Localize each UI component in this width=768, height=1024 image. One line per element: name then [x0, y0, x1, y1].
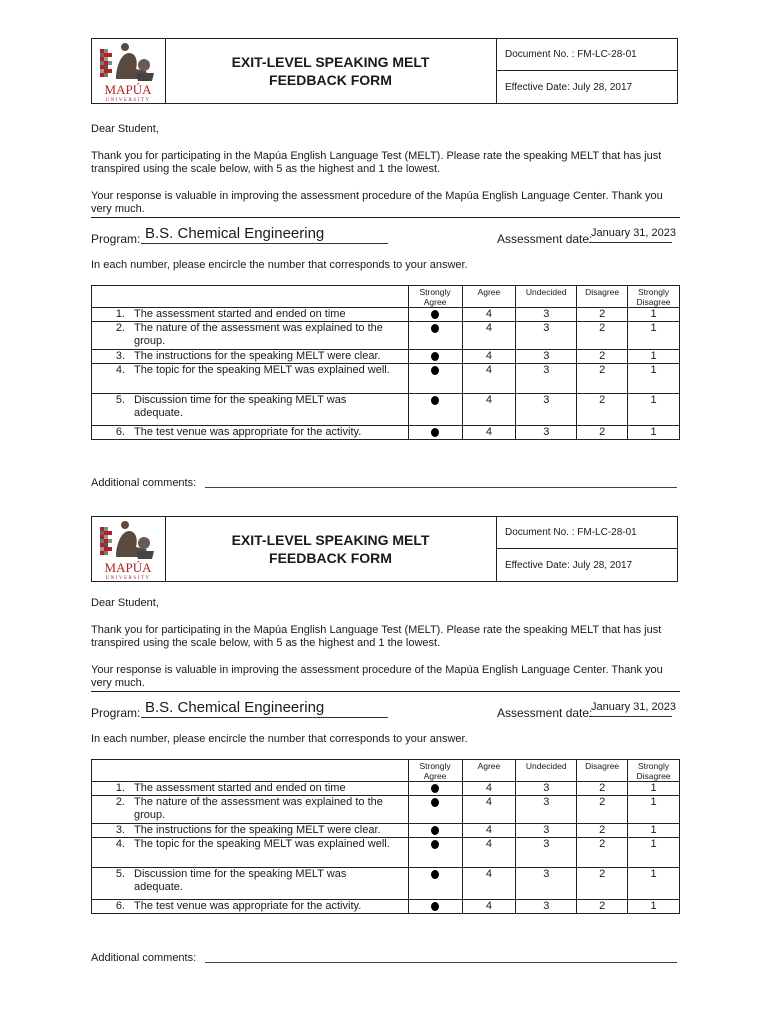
rating-2[interactable]: 2	[577, 782, 628, 796]
rating-1[interactable]: 1	[628, 838, 680, 868]
table-row	[92, 782, 680, 796]
table-row	[92, 322, 680, 350]
rating-5-selected[interactable]	[408, 322, 462, 350]
rating-table	[91, 759, 680, 914]
rating-1[interactable]: 1	[628, 824, 680, 838]
rating-1[interactable]: 1	[628, 394, 680, 426]
selected-mark-icon	[431, 826, 439, 835]
rating-4[interactable]: 4	[462, 824, 516, 838]
rating-1[interactable]: 1	[628, 796, 680, 824]
question-number: 5.	[115, 394, 125, 406]
question-number: 2.	[115, 796, 125, 808]
mapua-logo-icon	[92, 517, 165, 581]
university-logo	[92, 39, 166, 103]
rating-1[interactable]: 1	[628, 868, 680, 900]
comments-line[interactable]	[205, 487, 677, 488]
header-agree: Agree	[462, 286, 516, 308]
rating-1[interactable]: 1	[628, 308, 680, 322]
program-underline	[141, 717, 388, 718]
rating-4[interactable]: 4	[462, 426, 516, 440]
table-row	[92, 308, 680, 322]
greeting: Dear Student,	[91, 123, 159, 135]
question-text: Discussion time for the speaking MELT was adequate.	[134, 868, 347, 893]
header-disagree: Disagree	[577, 760, 628, 782]
rating-4[interactable]: 4	[462, 868, 516, 900]
assessment-date-label: Assessment date:	[497, 706, 593, 720]
rating-2[interactable]: 2	[577, 394, 628, 426]
assessment-date-value[interactable]: January 31, 2023	[591, 227, 677, 239]
question-text: The instructions for the speaking MELT were clear.	[134, 350, 381, 362]
university-logo	[92, 517, 166, 581]
question-number: 6.	[115, 426, 125, 438]
question-number: 6.	[115, 900, 125, 912]
comments-label: Additional comments:	[91, 477, 197, 489]
rating-5-selected[interactable]	[408, 364, 462, 394]
rating-3[interactable]: 3	[516, 364, 577, 394]
rating-4[interactable]: 4	[462, 394, 516, 426]
rating-3[interactable]: 3	[516, 796, 577, 824]
title-line-2: FEEDBACK FORM	[269, 72, 392, 88]
closing-paragraph: Your response is valuable in improving the assessment procedure of the Mapúa English Language Center. Thank you very much.	[91, 664, 663, 689]
rating-1[interactable]: 1	[628, 350, 680, 364]
rating-3[interactable]: 3	[516, 838, 577, 868]
header-undecided: Undecided	[516, 760, 577, 782]
question-text: The test venue was appropriate for the activity.	[134, 900, 362, 912]
rating-2[interactable]: 2	[577, 796, 628, 824]
rating-3[interactable]: 3	[516, 900, 577, 914]
rating-1[interactable]: 1	[628, 322, 680, 350]
rating-4[interactable]: 4	[462, 322, 516, 350]
program-value[interactable]: B.S. Chemical Engineering	[145, 699, 325, 716]
greeting: Dear Student,	[91, 597, 159, 609]
program-label: Program:	[91, 706, 141, 720]
rating-5-selected[interactable]	[408, 394, 462, 426]
table-header-row	[92, 760, 680, 782]
rating-5-selected[interactable]	[408, 308, 462, 322]
rating-1[interactable]: 1	[628, 426, 680, 440]
question-number: 1.	[115, 308, 125, 320]
rating-2[interactable]: 2	[577, 364, 628, 394]
table-row	[92, 838, 680, 868]
rating-3[interactable]: 3	[516, 782, 577, 796]
header-disagree: Disagree	[577, 286, 628, 308]
selected-mark-icon	[431, 310, 439, 319]
comments-label: Additional comments:	[91, 952, 197, 964]
table-row	[92, 824, 680, 838]
rating-5-selected[interactable]	[408, 796, 462, 824]
table-row	[92, 350, 680, 364]
program-value[interactable]: B.S. Chemical Engineering	[145, 225, 325, 242]
date-underline	[589, 242, 672, 243]
selected-mark-icon	[431, 840, 439, 849]
question-number: 3.	[115, 824, 125, 836]
assessment-date-value[interactable]: January 31, 2023	[591, 701, 677, 713]
effective-date: Effective Date: July 28, 2017	[505, 81, 633, 93]
rating-5-selected[interactable]	[408, 900, 462, 914]
table-row	[92, 868, 680, 900]
title-line-1: EXIT-LEVEL SPEAKING MELT	[231, 54, 430, 70]
selected-mark-icon	[431, 798, 439, 807]
question-number: 1.	[115, 782, 125, 794]
rating-4[interactable]: 4	[462, 796, 516, 824]
selected-mark-icon	[431, 396, 439, 405]
rating-3[interactable]: 3	[516, 824, 577, 838]
form-title	[165, 39, 497, 103]
rating-2[interactable]: 2	[577, 426, 628, 440]
rating-5-selected[interactable]	[408, 426, 462, 440]
logo-wordmark: MAPÚA	[104, 82, 152, 97]
rating-2[interactable]: 2	[577, 838, 628, 868]
selected-mark-icon	[431, 428, 439, 437]
rating-1[interactable]: 1	[628, 782, 680, 796]
rating-2[interactable]: 2	[577, 322, 628, 350]
selected-mark-icon	[431, 352, 439, 361]
selected-mark-icon	[431, 902, 439, 911]
mapua-logo-icon	[92, 39, 165, 103]
rating-3[interactable]: 3	[516, 426, 577, 440]
logo-subtitle: UNIVERSITY	[105, 98, 151, 103]
header-strongly-disagree: Strongly Disagree	[628, 760, 680, 782]
instruction: In each number, please encircle the number that corresponds to your answer.	[91, 259, 468, 271]
document-info	[497, 517, 678, 581]
document-number: Document No. : FM-LC-28-01	[497, 39, 678, 71]
rating-4[interactable]: 4	[462, 900, 516, 914]
selected-mark-icon	[431, 324, 439, 333]
question-text: The topic for the speaking MELT was explained well.	[134, 364, 390, 376]
question-number: 4.	[115, 838, 125, 850]
divider	[91, 217, 680, 218]
header-strongly-agree: Strongly Agree	[408, 760, 462, 782]
selected-mark-icon	[431, 784, 439, 793]
header-agree: Agree	[462, 760, 516, 782]
question-number: 5.	[115, 868, 125, 880]
rating-4[interactable]: 4	[462, 308, 516, 322]
selected-mark-icon	[431, 870, 439, 879]
rating-2[interactable]: 2	[577, 868, 628, 900]
assessment-date-label: Assessment date:	[497, 232, 593, 246]
selected-mark-icon	[431, 366, 439, 375]
document-number: Document No. : FM-LC-28-01	[497, 517, 678, 549]
rating-2[interactable]: 2	[577, 900, 628, 914]
program-label: Program:	[91, 232, 141, 246]
header-strongly-agree: Strongly Agree	[408, 286, 462, 308]
intro-paragraph: Thank you for participating in the Mapúa English Language Test (MELT). Please rate the speaking MELT that has just transpired using the scale below, with 5 as the highest and 1 the lowest.	[91, 624, 662, 649]
title-line-2: FEEDBACK FORM	[269, 550, 392, 566]
intro-paragraph: Thank you for participating in the Mapúa English Language Test (MELT). Please rate the speaking MELT that has just transpired using the scale below, with 5 as the highest and 1 the lowest.	[91, 150, 662, 175]
rating-3[interactable]: 3	[516, 350, 577, 364]
question-header	[92, 286, 409, 308]
form-header	[91, 38, 678, 104]
rating-3[interactable]: 3	[516, 868, 577, 900]
rating-4[interactable]: 4	[462, 350, 516, 364]
feedback-form-1	[0, 38, 768, 518]
program-underline	[141, 243, 388, 244]
rating-2[interactable]: 2	[577, 350, 628, 364]
rating-1[interactable]: 1	[628, 364, 680, 394]
rating-table	[91, 285, 680, 440]
logo-wordmark: MAPÚA	[104, 560, 152, 575]
rating-5-selected[interactable]	[408, 350, 462, 364]
form-header	[91, 516, 678, 582]
table-row	[92, 796, 680, 824]
feedback-form-2	[0, 516, 768, 996]
document-info	[497, 39, 678, 103]
question-number: 2.	[115, 322, 125, 334]
logo-subtitle: UNIVERSITY	[105, 576, 151, 581]
rating-4[interactable]: 4	[462, 782, 516, 796]
rating-4[interactable]: 4	[462, 838, 516, 868]
question-text: The topic for the speaking MELT was explained well.	[134, 838, 390, 850]
closing-paragraph: Your response is valuable in improving the assessment procedure of the Mapúa English Language Center. Thank you very much.	[91, 190, 663, 215]
table-row	[92, 364, 680, 394]
divider	[91, 691, 680, 692]
rating-2[interactable]: 2	[577, 308, 628, 322]
header-strongly-disagree: Strongly Disagree	[628, 286, 680, 308]
table-row	[92, 426, 680, 440]
rating-2[interactable]: 2	[577, 824, 628, 838]
question-number: 4.	[115, 364, 125, 376]
date-underline	[589, 716, 672, 717]
rating-5-selected[interactable]	[408, 824, 462, 838]
rating-5-selected[interactable]	[408, 838, 462, 868]
form-title	[165, 517, 497, 581]
question-text: Discussion time for the speaking MELT was adequate.	[134, 394, 347, 419]
rating-5-selected[interactable]	[408, 782, 462, 796]
instruction: In each number, please encircle the number that corresponds to your answer.	[91, 733, 468, 745]
effective-date: Effective Date: July 28, 2017	[505, 559, 633, 571]
question-text: The nature of the assessment was explained to the group.	[134, 796, 383, 821]
question-text: The instructions for the speaking MELT were clear.	[134, 824, 381, 836]
question-text: The nature of the assessment was explained to the group.	[134, 322, 383, 347]
question-text: The assessment started and ended on time	[134, 782, 346, 794]
rating-5-selected[interactable]	[408, 868, 462, 900]
rating-3[interactable]: 3	[516, 322, 577, 350]
table-row	[92, 394, 680, 426]
rating-4[interactable]: 4	[462, 364, 516, 394]
table-header-row	[92, 286, 680, 308]
rating-3[interactable]: 3	[516, 308, 577, 322]
comments-line[interactable]	[205, 962, 677, 963]
question-number: 3.	[115, 350, 125, 362]
header-undecided: Undecided	[516, 286, 577, 308]
question-header	[92, 760, 409, 782]
rating-1[interactable]: 1	[628, 900, 680, 914]
title-line-1: EXIT-LEVEL SPEAKING MELT	[231, 532, 430, 548]
table-row	[92, 900, 680, 914]
rating-3[interactable]: 3	[516, 394, 577, 426]
question-text: The test venue was appropriate for the activity.	[134, 426, 362, 438]
question-text: The assessment started and ended on time	[134, 308, 346, 320]
